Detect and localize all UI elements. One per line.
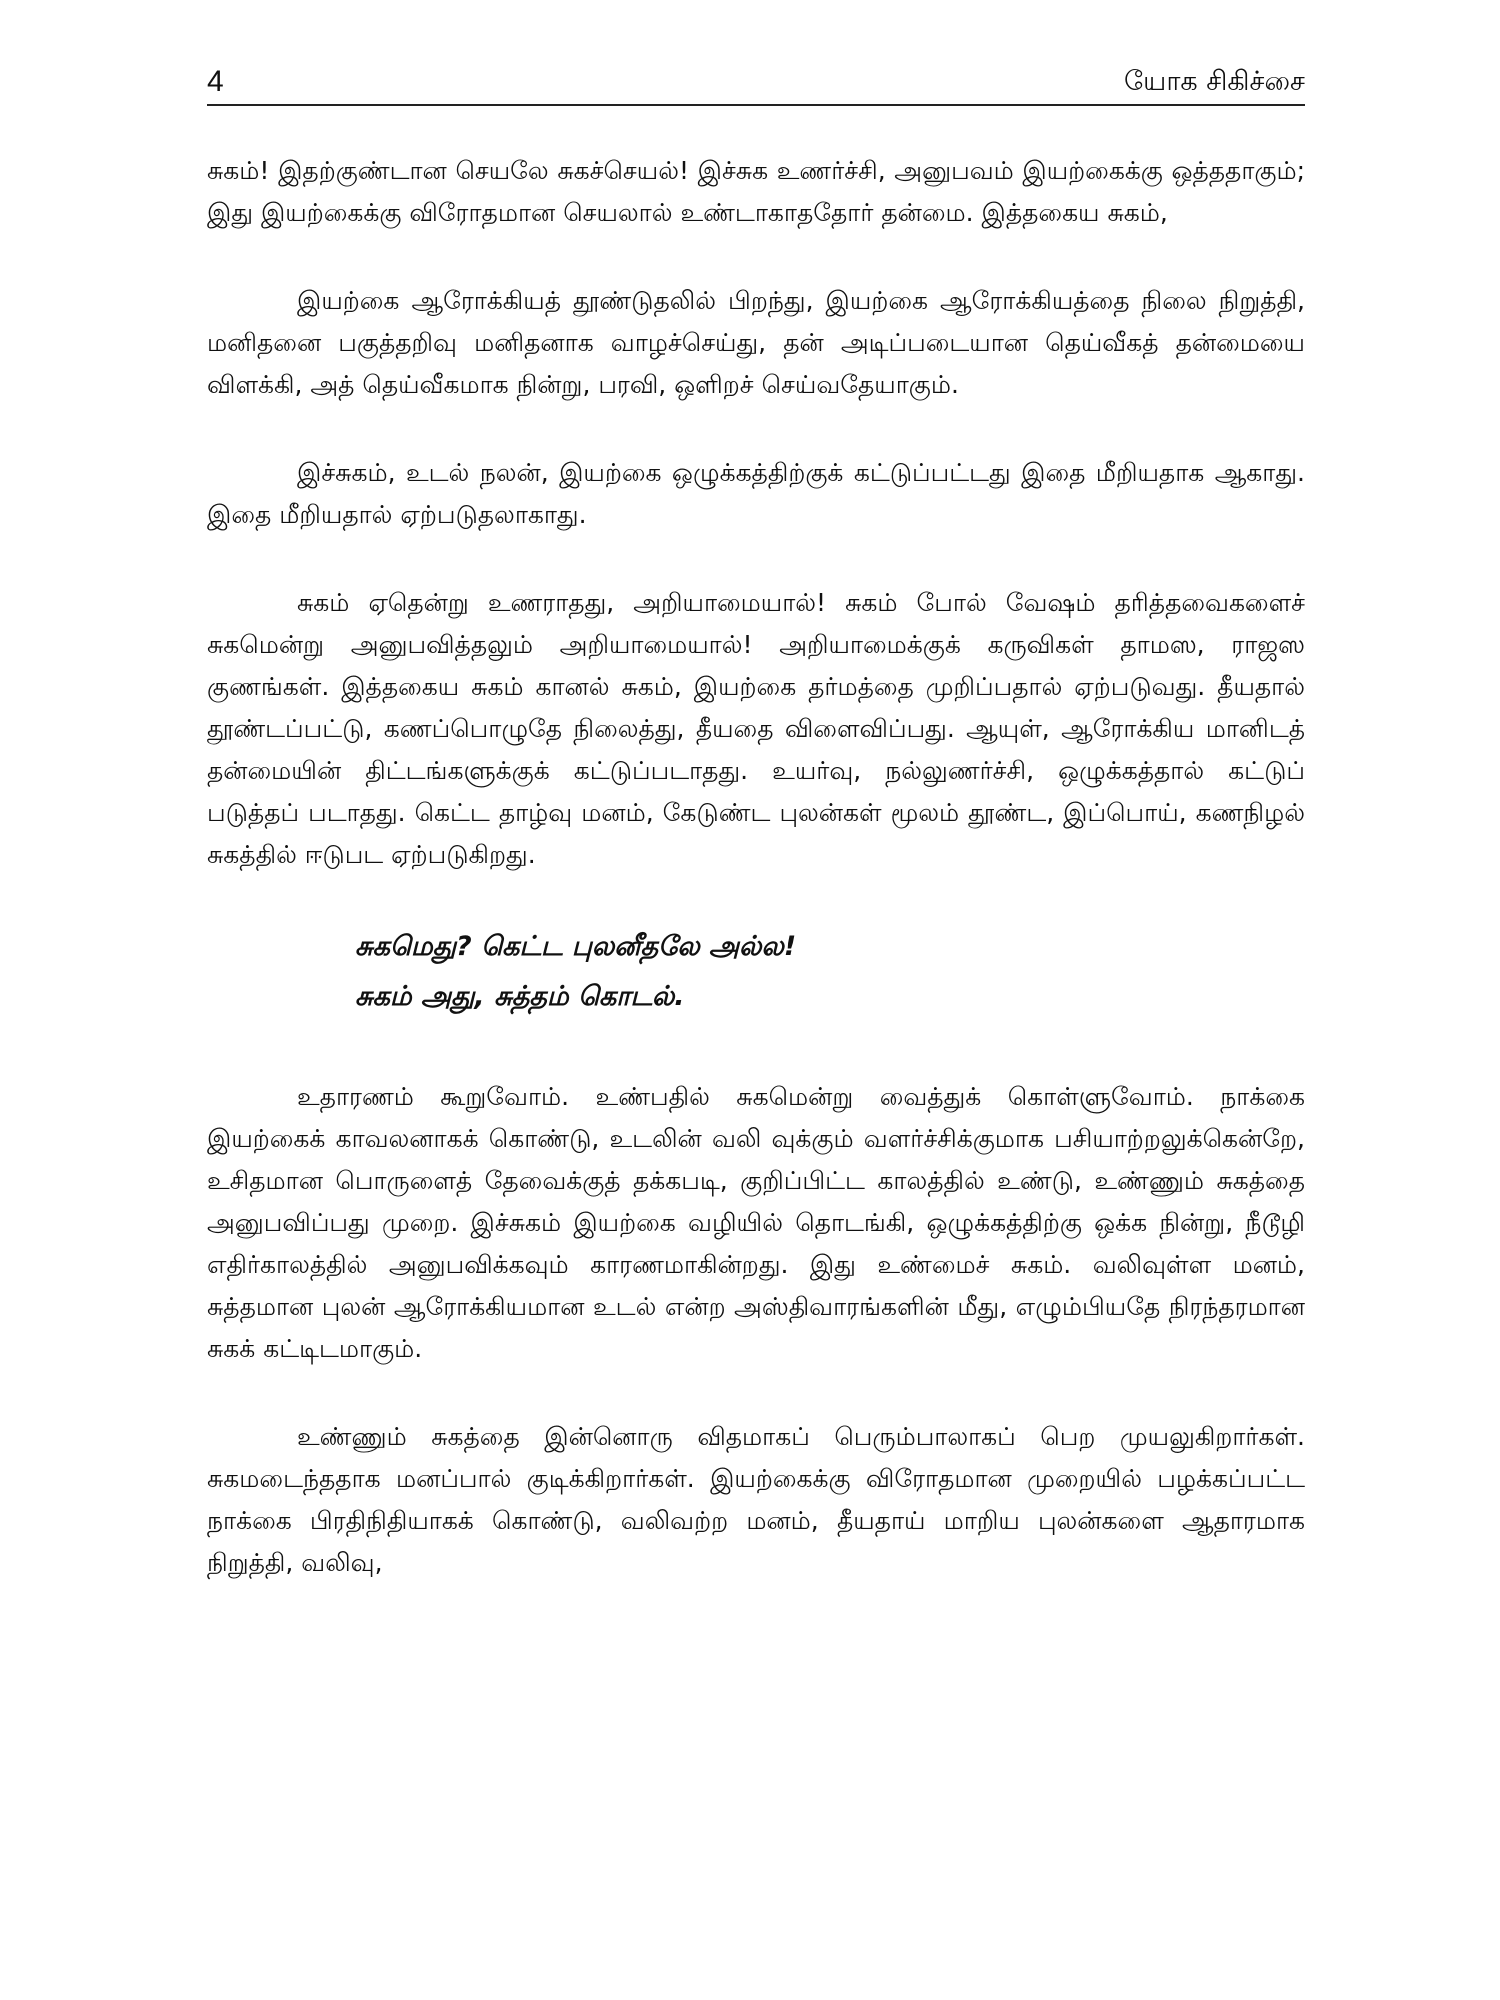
running-header (207, 60, 1305, 106)
paragraph-5: உதாரணம் கூறுவோம். உண்பதில் சுகமென்று வைத்துக் கொள்ளுவோம். நாக்கை இயற்கைக் காவலனாகக் கொண்டு, உடலின் வலி வுக்கும் வளர்ச்சிக்குமாக பசியாற்றலுக்கென்றே, உசிதமான பொருளைத் தேவைக்குத் தக்கபடி, குறிப்பிட்ட காலத்தில் உண்டு, உண்ணும் சுகத்தை அனுபவிப்பது முறை. இச்சுகம் இயற்கை வழியில் தொடங்கி, ஒழுக்கத்திற்கு ஒக்க நின்று, நீடூழி எதிர்காலத்தில் அனுபவிக்கவும் காரணமாகின்றது. இது உண்மைச் சுகம். வலிவுள்ள மனம், சுத்தமான புலன் ஆரோக்கியமான உடல் என்ற அஸ்திவாரங்களின் மீது, எழும்பியதே நிரந்தரமான சுகக் கட்டிடமாகும். (207, 1082, 1305, 1363)
paragraph-2: இயற்கை ஆரோக்கியத் தூண்டுதலில் பிறந்து, இயற்கை ஆரோக்கியத்தை நிலை நிறுத்தி, மனிதனை பகுத்தறிவு மனிதனாக வாழச்செய்து, தன் அடிப்படையான தெய்வீகத் தன்மையை விளக்கி, அத் தெய்வீகமாக நின்று, பரவி, ஒளிறச் செய்வதேயாகும். (207, 286, 1305, 399)
page-body (207, 150, 1305, 1584)
paragraph-6: உண்ணும் சுகத்தை இன்னொரு விதமாகப் பெரும்பாலாகப் பெற முயலுகிறார்கள். சுகமடைந்ததாக மனப்பால் குடிக்கிறார்கள். இயற்கைக்கு விரோதமான முறையில் பழக்கப்பட்ட நாக்கை பிரதிநிதியாகக் கொண்டு, வலிவற்ற மனம், தீயதாய் மாறிய புலன்களை ஆதாரமாக நிறுத்தி, வலிவு, (207, 1422, 1305, 1577)
page-number: 4 (207, 65, 224, 98)
paragraph-4: சுகம் ஏதென்று உணராதது, அறியாமையால்! சுகம் போல் வேஷம் தரித்தவைகளைச் சுகமென்று அனுபவித்தலும் அறியாமையால்! அறியாமைக்குக் கருவிகள் தாமஸ, ராஜஸ குணங்கள். இத்தகைய சுகம் கானல் சுகம், இயற்கை தர்மத்தை முறிப்பதால் ஏற்படுவது. தீயதால் தூண்டப்பட்டு, கணப்பொழுதே நிலைத்து, தீயதை விளைவிப்பது. ஆயுள், ஆரோக்கிய மானிடத் தன்மையின் திட்டங்களுக்குக் கட்டுப்படாதது. உயர்வு, நல்லுணர்ச்சி, ஒழுக்கத்தால் கட்டுப் படுத்தப் படாதது. கெட்ட தாழ்வு மனம், கேடுண்ட புலன்கள் மூலம் தூண்ட, இப்பொய், கணநிழல் சுகத்தில் ஈடுபட ஏற்படுகிறது. (207, 588, 1305, 869)
book-page (207, 60, 1305, 1630)
paragraph-3: இச்சுகம், உடல் நலன், இயற்கை ஒழுக்கத்திற்குக் கட்டுப்பட்டது இதை மீறியதாக ஆகாது. இதை மீறியதால் ஏற்படுதலாகாது. (207, 458, 1305, 529)
verse-line-1: சுகமெது? கெட்ட புலனீதலே அல்ல! (355, 931, 797, 962)
verse-line-2: சுகம் அது, சுத்தம் கொடல். (355, 981, 685, 1012)
emphasized-verse (355, 922, 1305, 1022)
paragraph-1: சுகம்! இதற்குண்டான செயலே சுகச்செயல்! இச்சுக உணர்ச்சி, அனுபவம் இயற்கைக்கு ஒத்ததாகும்; இது இயற்கைக்கு விரோதமான செயலால் உண்டாகாததோர் தன்மை. இத்தகைய சுகம், (207, 156, 1305, 227)
running-title: யோக சிகிச்சை (1124, 66, 1305, 97)
